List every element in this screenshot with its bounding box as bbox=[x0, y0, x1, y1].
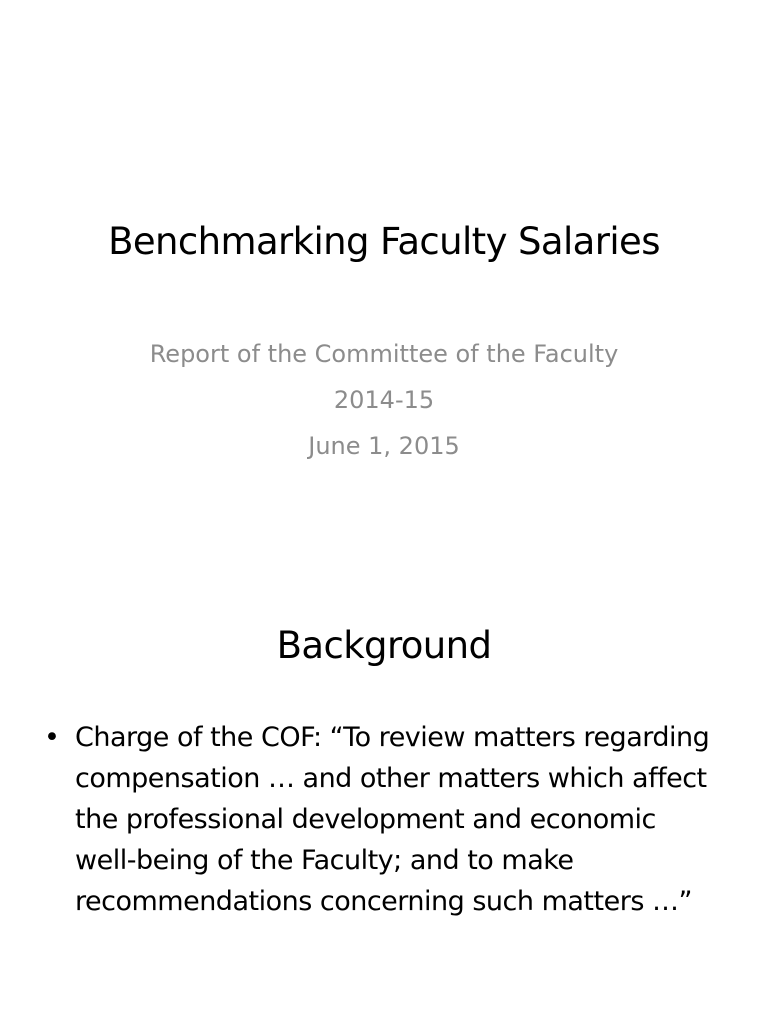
subtitle-line-year: 2014-15 bbox=[333, 386, 435, 414]
subtitle-line-report: Report of the Committee of the Faculty bbox=[149, 340, 619, 368]
slide-title: Background bbox=[276, 624, 492, 667]
slide-subtitle bbox=[0, 331, 768, 469]
bullet-item bbox=[44, 717, 724, 922]
bullet-text: Charge of the COF: “To review matters regarding compensation … and other matters which affect the professional development and economic well-being of the Faculty; and to make recommendations concerning such matters …” bbox=[75, 722, 710, 917]
subtitle-line-date: June 1, 2015 bbox=[308, 432, 460, 460]
background-slide bbox=[0, 576, 768, 1024]
bullet-icon: • bbox=[44, 722, 60, 753]
slide-title: Benchmarking Faculty Salaries bbox=[108, 220, 660, 263]
bullet-list bbox=[44, 717, 724, 922]
